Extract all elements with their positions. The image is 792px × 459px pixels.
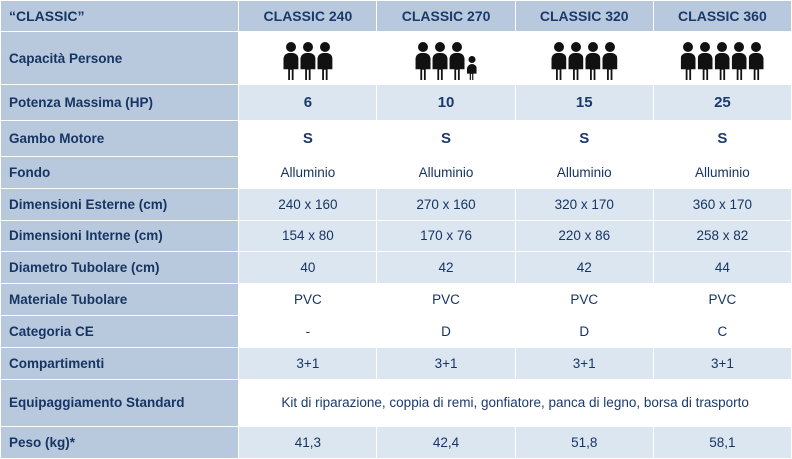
person-icon: [585, 42, 600, 80]
cell-dim-esterne-1: 240 x 160: [239, 188, 377, 220]
table-row: [1, 348, 792, 380]
cell-diametro-3: 42: [515, 252, 653, 284]
cell-compartimenti-3: 3+1: [515, 348, 653, 380]
person-icon: [317, 42, 332, 80]
cell-peso-2: 42,4: [377, 426, 515, 458]
cell-diametro-2: 42: [377, 252, 515, 284]
row-label-categoria-ce: Categoria CE: [1, 316, 239, 348]
cell-potenza-2: 10: [377, 85, 515, 121]
table-row: [1, 120, 792, 156]
cell-gambo-1: S: [239, 120, 377, 156]
person-icon: [732, 42, 747, 80]
table-row: [1, 188, 792, 220]
person-icon: [416, 42, 431, 80]
cell-peso-4: 58,1: [653, 426, 791, 458]
cell-equipaggiamento-standard: Kit di riparazione, coppia di remi, gonfiatore, panca di legno, borsa di trasporto: [239, 379, 792, 426]
person-icon: [551, 42, 566, 80]
row-label-peso: Peso (kg)*: [1, 426, 239, 458]
table-row: [1, 85, 792, 121]
row-label-capacita-persone: Capacità Persone: [1, 32, 239, 85]
cell-materiale-2: PVC: [377, 284, 515, 316]
cell-compartimenti-1: 3+1: [239, 348, 377, 380]
cell-fondo-4: Alluminio: [653, 156, 791, 188]
table-corner-label: “CLASSIC”: [1, 1, 239, 32]
row-label-equipaggiamento-standard: Equipaggiamento Standard: [1, 379, 239, 426]
table-row: [1, 426, 792, 458]
person-icon: [681, 42, 696, 80]
person-icon: [715, 42, 730, 80]
cell-categoria-ce-3: D: [515, 316, 653, 348]
child-person-icon: [467, 56, 477, 80]
people-capacity-cell-4: [653, 32, 791, 85]
people-capacity-cell-3: [515, 32, 653, 85]
table-row: [1, 156, 792, 188]
cell-dim-interne-1: 154 x 80: [239, 220, 377, 252]
person-icon: [568, 42, 583, 80]
people-icon-group: [516, 36, 653, 80]
cell-compartimenti-2: 3+1: [377, 348, 515, 380]
cell-materiale-1: PVC: [239, 284, 377, 316]
cell-categoria-ce-2: D: [377, 316, 515, 348]
cell-fondo-1: Alluminio: [239, 156, 377, 188]
cell-dim-interne-2: 170 x 76: [377, 220, 515, 252]
cell-dim-interne-3: 220 x 86: [515, 220, 653, 252]
person-icon: [433, 42, 448, 80]
table-header-row: [1, 1, 792, 32]
row-label-compartimenti: Compartimenti: [1, 348, 239, 380]
row-label-dimensioni-interne: Dimensioni Interne (cm): [1, 220, 239, 252]
row-label-potenza-massima: Potenza Massima (HP): [1, 85, 239, 121]
cell-diametro-4: 44: [653, 252, 791, 284]
table-row: [1, 379, 792, 426]
cell-diametro-1: 40: [239, 252, 377, 284]
table-body: [1, 1, 792, 459]
column-header-model-3: CLASSIC 320: [515, 1, 653, 32]
person-icon: [602, 42, 617, 80]
cell-gambo-4: S: [653, 120, 791, 156]
row-label-dimensioni-esterne: Dimensioni Esterne (cm): [1, 188, 239, 220]
row-label-diametro-tubolare: Diametro Tubolare (cm): [1, 252, 239, 284]
table-row: [1, 32, 792, 85]
person-icon: [283, 42, 298, 80]
cell-dim-interne-4: 258 x 82: [653, 220, 791, 252]
cell-gambo-3: S: [515, 120, 653, 156]
cell-categoria-ce-1: -: [239, 316, 377, 348]
people-capacity-cell-2: [377, 32, 515, 85]
cell-potenza-1: 6: [239, 85, 377, 121]
cell-fondo-2: Alluminio: [377, 156, 515, 188]
person-icon: [698, 42, 713, 80]
column-header-model-4: CLASSIC 360: [653, 1, 791, 32]
cell-categoria-ce-4: C: [653, 316, 791, 348]
cell-materiale-3: PVC: [515, 284, 653, 316]
cell-fondo-3: Alluminio: [515, 156, 653, 188]
table-row: [1, 252, 792, 284]
person-icon: [749, 42, 764, 80]
person-icon: [450, 42, 465, 80]
people-icon-group: [377, 36, 514, 80]
table-row: [1, 316, 792, 348]
cell-compartimenti-4: 3+1: [653, 348, 791, 380]
person-icon: [300, 42, 315, 80]
cell-dim-esterne-2: 270 x 160: [377, 188, 515, 220]
people-icon-group: [239, 36, 376, 80]
people-icon-group: [654, 36, 791, 80]
cell-peso-1: 41,3: [239, 426, 377, 458]
table-row: [1, 220, 792, 252]
cell-materiale-4: PVC: [653, 284, 791, 316]
cell-potenza-4: 25: [653, 85, 791, 121]
people-capacity-cell-1: [239, 32, 377, 85]
row-label-fondo: Fondo: [1, 156, 239, 188]
row-label-materiale-tubolare: Materiale Tubolare: [1, 284, 239, 316]
cell-gambo-2: S: [377, 120, 515, 156]
cell-peso-3: 51,8: [515, 426, 653, 458]
column-header-model-1: CLASSIC 240: [239, 1, 377, 32]
cell-potenza-3: 15: [515, 85, 653, 121]
row-label-gambo-motore: Gambo Motore: [1, 120, 239, 156]
table-row: [1, 284, 792, 316]
cell-dim-esterne-3: 320 x 170: [515, 188, 653, 220]
column-header-model-2: CLASSIC 270: [377, 1, 515, 32]
cell-dim-esterne-4: 360 x 170: [653, 188, 791, 220]
